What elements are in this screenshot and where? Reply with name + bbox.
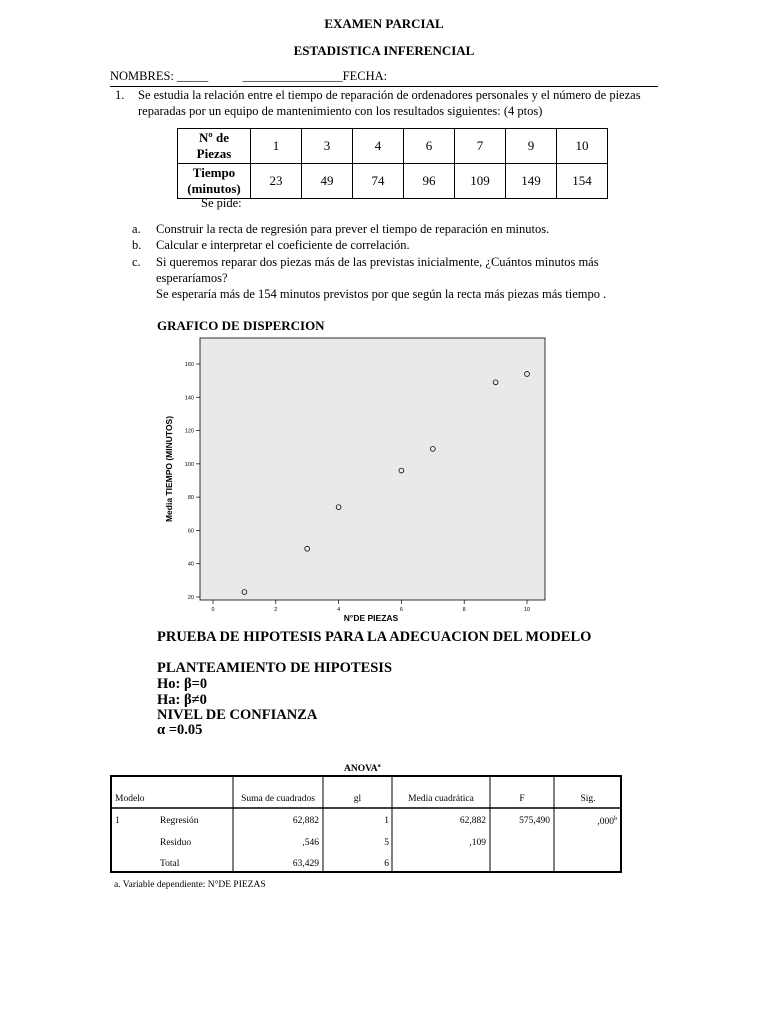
y-tick-label: 40 xyxy=(187,561,194,568)
anova-cell-gl: 1 xyxy=(384,816,389,826)
anova-header-ss: Suma de cuadrados xyxy=(241,794,315,804)
pieces-cell: 7 xyxy=(455,129,506,164)
anova-header-sig: Sig. xyxy=(580,794,596,804)
anova-cell-ms: ,109 xyxy=(469,838,486,848)
y-tick-label: 60 xyxy=(187,528,194,535)
pieces-cell: 9 xyxy=(506,129,557,164)
y-tick-label: 100 xyxy=(184,461,194,468)
y-axis xyxy=(185,362,200,601)
time-cell: 23 xyxy=(251,164,302,199)
pieces-cell: 10 xyxy=(557,129,608,164)
alpha-value: α =0.05 xyxy=(157,722,203,738)
y-tick-label: 80 xyxy=(187,495,194,502)
anova-cell-ss: ,546 xyxy=(302,838,319,848)
x-tick-label: 2 xyxy=(274,607,278,613)
item-c-text: Si queremos reparar dos piezas más de las previstas inicialmente, ¿Cuántos minutos más xyxy=(156,255,599,269)
pieces-header: Nº de Piezas xyxy=(178,129,251,164)
x-tick-label: 8 xyxy=(462,607,466,613)
anova-cell-f: 575,490 xyxy=(519,816,550,826)
anova-cell-sig: ,000$^b$ xyxy=(597,816,617,828)
anova-title: ANOVA$^a$ xyxy=(344,763,381,775)
anova-cell-ss: 63,429 xyxy=(292,859,319,869)
x-tick-label: 4 xyxy=(337,607,341,613)
anova-cell-gl: 5 xyxy=(384,838,389,848)
x-axis xyxy=(211,600,530,613)
anova-header-f: F xyxy=(519,794,525,804)
question-text-line2: reparadas por un equipo de mantenimiento con los resultados siguientes: (4 ptos) xyxy=(138,104,543,118)
anova-cell-ss: 62,882 xyxy=(292,816,319,826)
anova-header-ms: Media cuadrática xyxy=(408,794,474,804)
anova-model-number: 1 xyxy=(115,816,120,826)
y-tick-label: 20 xyxy=(187,595,194,601)
x-tick-label: 10 xyxy=(523,607,531,613)
null-hypothesis: Ho: β=0 xyxy=(157,676,208,692)
graph-title: GRAFICO DE DISPERCION xyxy=(157,318,325,333)
time-cell: 109 xyxy=(455,164,506,199)
y-tick-label: 120 xyxy=(184,428,194,435)
time-cell: 149 xyxy=(506,164,557,199)
data-table xyxy=(177,128,608,199)
pieces-cell: 4 xyxy=(353,129,404,164)
pieces-cell: 1 xyxy=(251,129,302,164)
plot-area xyxy=(200,338,545,600)
item-a-label: a. xyxy=(132,222,141,236)
item-b-text: Calcular e interpretar el coeficiente de correlación. xyxy=(156,238,410,252)
x-axis-label: N°DE PIEZAS xyxy=(343,613,399,623)
anova-header-modelo: Modelo xyxy=(115,794,145,804)
answer-text: Se esperaría más de 154 minutos previstos por que según la recta más piezas más tiempo . xyxy=(156,287,607,301)
se-pide-label: Se pide: xyxy=(201,196,242,210)
item-c-label: c. xyxy=(132,255,141,269)
exam-subtitle: ESTADISTICA INFERENCIAL xyxy=(293,43,475,58)
confidence-heading: NIVEL DE CONFIANZA xyxy=(157,707,318,723)
anova-header-gl: gl xyxy=(353,794,362,804)
x-tick-label: 0 xyxy=(211,607,215,613)
pieces-cell: 6 xyxy=(404,129,455,164)
anova-row-label: Total xyxy=(160,859,180,869)
time-cell: 74 xyxy=(353,164,404,199)
anova-cell-ms: 62,882 xyxy=(459,816,486,826)
y-tick-label: 140 xyxy=(184,395,194,402)
time-header: Tiempo (minutos) xyxy=(178,164,251,199)
anova-footnote: a. Variable dependiente: N°DE PIEZAS xyxy=(114,880,266,890)
time-cell: 96 xyxy=(404,164,455,199)
pieces-row xyxy=(178,129,608,164)
question-text-line1: Se estudia la relación entre el tiempo de reparación de ordenadores personales y el número de piezas xyxy=(138,88,641,102)
item-c-text-line2: esperaríamos? xyxy=(156,271,228,285)
hypothesis-title: PRUEBA DE HIPOTESIS PARA LA ADECUACION DEL MODELO xyxy=(157,629,592,645)
planteamiento-heading: PLANTEAMIENTO DE HIPOTESIS xyxy=(157,660,393,676)
scatter-chart xyxy=(155,335,555,625)
time-cell: 154 xyxy=(557,164,608,199)
alt-hypothesis: Ha: β≠0 xyxy=(157,692,207,708)
scatter-chart-svg xyxy=(155,335,555,625)
pieces-cell: 3 xyxy=(302,129,353,164)
time-cell: 49 xyxy=(302,164,353,199)
anova-row-label: Residuo xyxy=(160,838,192,848)
anova-row-label: Regresión xyxy=(160,816,199,826)
time-row xyxy=(178,164,608,199)
question-number: 1. xyxy=(115,88,125,102)
anova-cell-gl: 6 xyxy=(384,859,389,869)
header-divider xyxy=(110,86,658,87)
names-date-line: NOMBRES: _____ ________________FECHA: xyxy=(110,69,388,83)
exam-title: EXAMEN PARCIAL xyxy=(324,16,444,31)
y-axis-label: Media TIEMPO (MINUTOS) xyxy=(164,415,174,523)
item-a-text: Construir la recta de regresión para prever el tiempo de reparación en minutos. xyxy=(156,222,550,236)
y-tick-label: 160 xyxy=(184,362,194,368)
item-b-label: b. xyxy=(132,238,142,252)
x-tick-label: 6 xyxy=(399,607,403,613)
